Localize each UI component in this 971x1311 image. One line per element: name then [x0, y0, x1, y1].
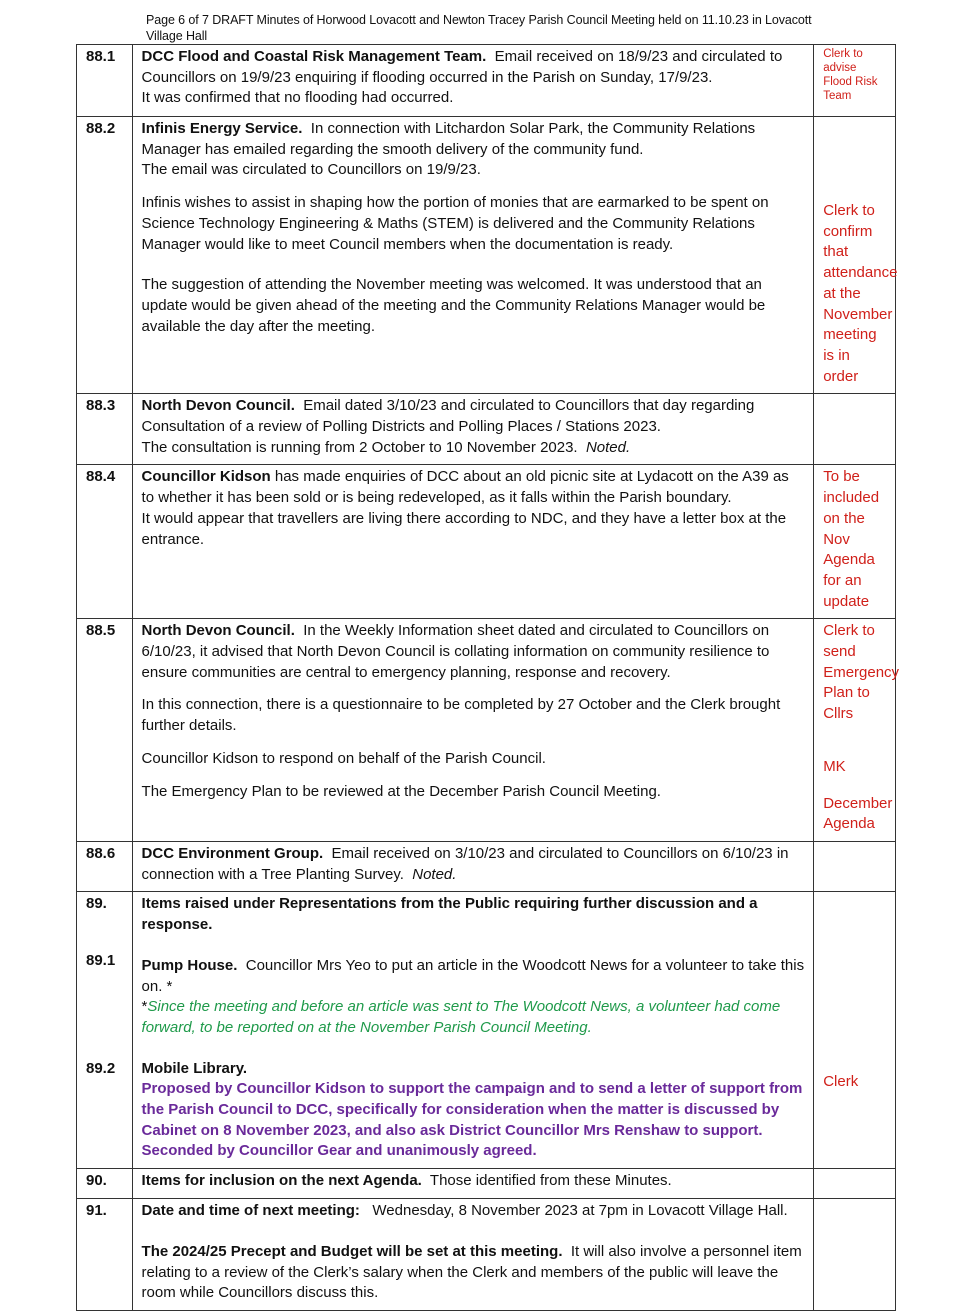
page-header: [146, 12, 826, 44]
minute-title: Items for inclusion on the next Agenda.: [141, 1172, 422, 1190]
resolution-text: Proposed by Councillor Kidson to support the campaign and to send a letter of support from the Parish Council to DCC, specifically for consideration when the matter is discussed by Cabinet on 8 November 2023, and also ask District Councillor Mrs Renshaw to support. Seconded by Councillor Gear and unanimously agreed.: [141, 1080, 803, 1160]
minute-title: Infinis Energy Service.: [141, 120, 303, 137]
minute-row-91: [77, 1199, 896, 1311]
action-text: Clerk to send Emergency Plan to Cllrs: [823, 622, 900, 723]
noted-text: Noted.: [412, 865, 457, 883]
minute-body: [132, 841, 814, 891]
noted-text: Noted.: [585, 438, 631, 456]
action-text: Clerk to confirm that attendance at the November meeting is in order: [823, 202, 898, 385]
minute-text: In connection with Litchardon Solar Park, the Community Relations Manager has emailed regarding the smooth delivery of the community fund.: [141, 120, 756, 158]
minute-number: 88.4: [77, 465, 133, 619]
minute-row-88-3: [77, 394, 896, 465]
action-cell: [814, 892, 896, 1169]
minute-text: The suggestion of attending the November meeting was welcomed. It was understood that an update would be given ahead of the meeting and the Community Relations Manager would be available the day after the meeting.: [141, 276, 766, 335]
minute-number: 91.: [77, 1199, 133, 1311]
action-text: MK: [823, 757, 846, 775]
minute-text: Councillor Mrs Yeo to put an article in the Woodcott News for a volunteer to take this on. *: [141, 956, 805, 995]
minute-number: 88.5: [77, 619, 133, 842]
minute-subtitle: Pump House.: [141, 956, 238, 974]
minute-body: [132, 1169, 814, 1199]
minute-body: [132, 394, 814, 465]
minutes-table: [76, 44, 900, 1311]
minute-title: North Devon Council.: [141, 622, 295, 640]
minute-text: It will also involve a personnel item relating to a review of the Clerk’s salary when the Clerk and members of the public will leave the room while Councillors discuss this.: [141, 1242, 802, 1302]
action-text: December Agenda: [823, 794, 893, 833]
minute-text: Councillor Kidson to respond on behalf of the Parish Council.: [141, 749, 546, 767]
minute-text: Those identified from these Minutes.: [429, 1172, 672, 1190]
minute-body: [132, 117, 814, 394]
minute-number: 88.2: [77, 117, 133, 394]
minute-number: 88.6: [77, 841, 133, 891]
minute-body: [132, 619, 814, 842]
minute-title: DCC Environment Group.: [141, 844, 324, 862]
minute-text: Email received on 3/10/23 and circulated to Councillors on 6/10/23 in connection with a Tree Planting Survey.: [141, 844, 789, 883]
minute-title: Items raised under Representations from the Public requiring further discussion and a response.: [141, 895, 758, 934]
minute-text: It would appear that travellers are living there according to NDC, and they have a letter box at the entrance.: [141, 509, 787, 548]
minute-number: 90.: [77, 1169, 133, 1199]
minute-row-88-2: [77, 117, 896, 394]
minute-text: It was confirmed that no flooding had occurred.: [141, 89, 454, 107]
action-cell: To be included on the Nov Agenda for an update: [814, 465, 896, 619]
minute-body: [132, 45, 814, 117]
minute-text: has made enquiries of DCC about an old picnic site at Lydacott on the A39 as to whether it has been sold or is being redeveloped, as it falls within the Parish boundary.: [141, 468, 789, 507]
action-cell: [814, 394, 896, 465]
minute-number: 89.: [86, 895, 107, 913]
minute-row-90: [77, 1169, 896, 1199]
minute-row-88-6: [77, 841, 896, 891]
minute-row-88-5: [77, 619, 896, 842]
minute-subtitle: Mobile Library.: [141, 1059, 248, 1077]
action-cell: Clerk to advise Flood Risk Team: [814, 45, 896, 117]
header-line-1: Page 6 of 7 DRAFT Minutes of Horwood Lovacott and Newton Tracey Parish Council Meeting held on 11.10.23 in Lovacott: [146, 13, 812, 27]
minute-number: 88.1: [77, 45, 133, 117]
minute-title: Councillor Kidson: [141, 468, 271, 486]
header-line-2: Village Hall: [146, 29, 208, 43]
minute-text: The Emergency Plan to be reviewed at the December Parish Council Meeting.: [141, 782, 661, 800]
minute-number-column: [77, 892, 133, 1169]
minute-text: In the Weekly Information sheet dated and circulated to Councillors on 6/10/23, it advised that North Devon Council is collating information on community resilience to ensure communities are central to emergency planning, response and recovery.: [141, 622, 770, 681]
minute-title: North Devon Council.: [141, 397, 295, 415]
minute-body: [132, 1199, 814, 1311]
minute-text: Wednesday, 8 November 2023 at 7pm in Lovacott Village Hall.: [372, 1202, 788, 1220]
minute-number: 88.3: [77, 394, 133, 465]
minute-number: 89.1: [86, 952, 116, 970]
minute-body: [132, 465, 814, 619]
minute-title: Date and time of next meeting:: [141, 1202, 360, 1220]
minute-text: Infinis wishes to assist in shaping how the portion of monies that are earmarked to be spent on Science Technology Engineering & Maths (STEM) is delivered and the Community Relations Manager would like to meet Council members when the documentation is ready.: [141, 194, 769, 253]
minute-row-89: [77, 892, 896, 1169]
minute-row-88-1: [77, 45, 896, 117]
action-cell: [814, 841, 896, 891]
action-cell: [814, 1169, 896, 1199]
action-cell: [814, 1199, 896, 1311]
minute-row-88-4: [77, 465, 896, 619]
green-note: Since the meeting and before an article was sent to The Woodcott News, a volunteer had come forward, to be reported on at the November Parish Council Meeting.: [141, 998, 781, 1036]
minute-text: Email received on 18/9/23 and circulated to Councillors on 19/9/23 enquiring if flooding occurred in the Parish on Sunday, 17/9/23.: [141, 48, 783, 86]
action-text: Clerk: [823, 1073, 859, 1091]
action-cell: [814, 619, 900, 842]
minute-subtitle: The 2024/25 Precept and Budget will be set at this meeting.: [141, 1242, 563, 1260]
minute-number: 89.2: [86, 1059, 116, 1077]
minute-text: The consultation is running from 2 October to 10 November 2023.: [141, 438, 578, 456]
minute-text: The email was circulated to Councillors on 19/9/23.: [141, 161, 481, 179]
minute-body: Items raised under Representations from the Public requiring further discussion and a response. Pump House. Councillor Mrs Yeo to put an article in the Woodcott News for a volunteer to take this on. * *Since the meeting and before an article was sent to The Woodcott News, a volunteer had come forward, to be reported on at the November Parish Council Meeting. Mobile Library. Proposed by Councillor Kidson to support the campaign and to send a letter of support from the Parish Council to DCC, specifically for consideration when the matter is discussed by Cabinet on 8 November 2023, and also ask District Councillor Mrs Renshaw to support. Seconded by Councillor Gear and unanimously agreed.: [132, 892, 814, 1169]
minute-text: In this connection, there is a questionnaire to be completed by 27 October and the Clerk brought further details.: [141, 696, 781, 735]
minute-text: Email dated 3/10/23 and circulated to Councillors that day regarding Consultation of a review of Polling Districts and Polling Places / Stations 2023.: [141, 397, 755, 436]
action-cell: [814, 117, 896, 394]
minute-title: DCC Flood and Coastal Risk Management Team.: [141, 48, 487, 65]
